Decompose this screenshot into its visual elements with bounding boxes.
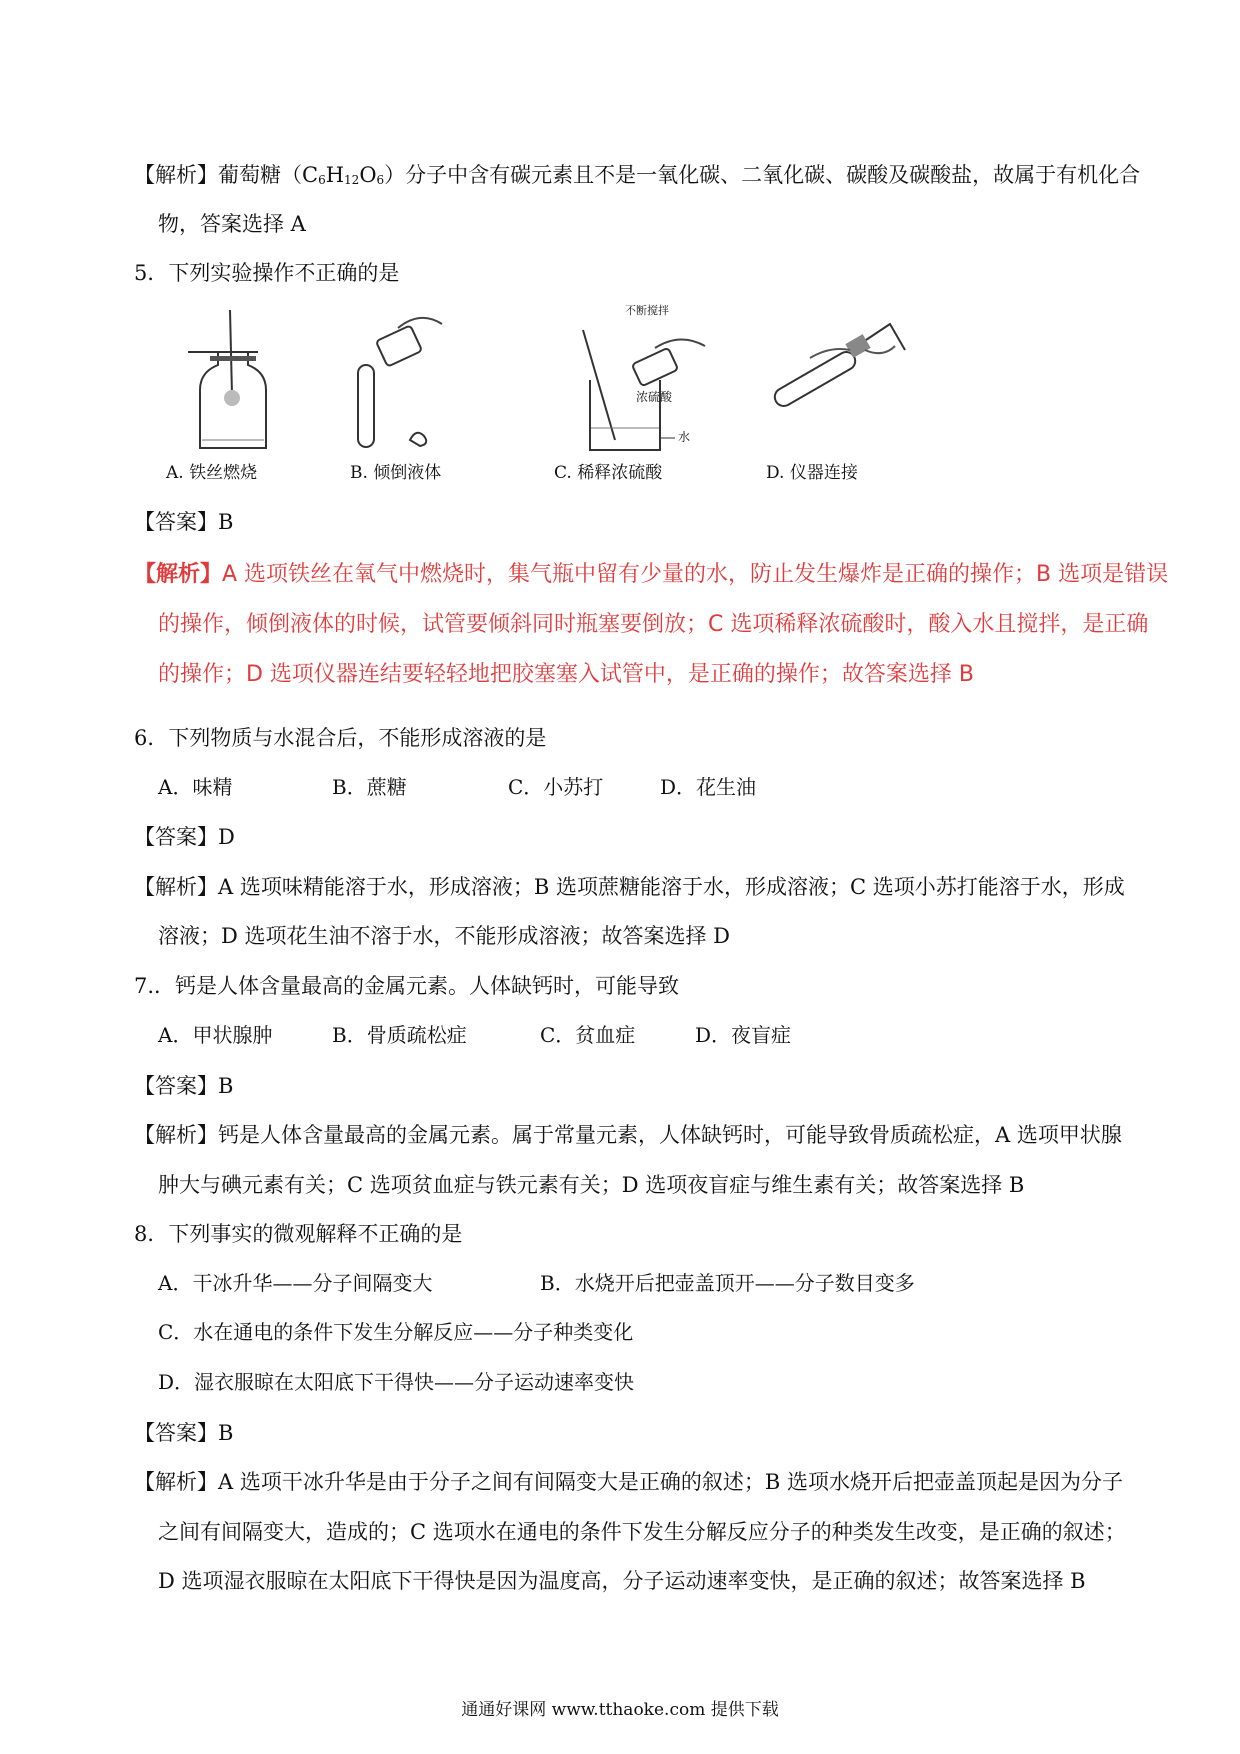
q6-option-c: C．小苏打	[508, 775, 604, 799]
figure-b-pouring-liquid	[350, 310, 470, 450]
q6-option-a: A．味精	[158, 775, 233, 799]
q7-analysis-line2: 肿大与碘元素有关；C 选项贫血症与铁元素有关；D 选项夜盲症与维生素有关；故答案选择 B	[158, 1173, 1025, 1197]
page-footer: 通通好课网 www.tthaoke.com 提供下载	[461, 1700, 779, 1720]
figure-c-stir-label: 不断搅拌	[625, 304, 669, 317]
q6-question: 6．下列物质与水混合后，不能形成溶液的是	[134, 726, 547, 750]
q7-option-d: D．夜盲症	[695, 1023, 792, 1047]
q8-question: 8．下列事实的微观解释不正确的是	[134, 1222, 463, 1246]
q8-answer: 【答案】B	[134, 1421, 234, 1445]
q8-analysis-line2: 之间有间隔变大，造成的；C 选项水在通电的条件下发生分解反应分子的种类发生改变，是正确的叙述；	[158, 1520, 1126, 1544]
q7-option-a: A．甲状腺肿	[158, 1023, 273, 1047]
q5-answer: 【答案】B	[134, 510, 234, 534]
q6-answer: 【答案】D	[134, 825, 235, 849]
q6-analysis-line2: 溶液；D 选项花生油不溶于水，不能形成溶液；故答案选择 D	[158, 924, 731, 948]
q6-option-d: D．花生油	[660, 775, 757, 799]
q7-answer: 【答案】B	[134, 1074, 234, 1098]
q8-option-a: A．干冰升华——分子间隔变大	[158, 1271, 433, 1295]
q8-option-b: B．水烧开后把壶盖顶开——分子数目变多	[540, 1271, 915, 1295]
figure-c-acid-label: 浓硫酸	[636, 390, 673, 404]
q7-option-c: C．贫血症	[540, 1023, 636, 1047]
q5-question: 5．下列实验操作不正确的是	[134, 261, 400, 285]
q8-option-d: D．湿衣服晾在太阳底下干得快——分子运动速率变快	[158, 1370, 635, 1394]
q7-question: 7.．钙是人体含量最高的金属元素。人体缺钙时，可能导致	[134, 974, 680, 998]
figure-caption-d: D. 仪器连接	[766, 463, 858, 483]
figure-c-diluting-acid	[575, 310, 750, 460]
figure-caption-a: A. 铁丝燃烧	[166, 463, 258, 483]
q6-analysis-line1: 【解析】A 选项味精能溶于水，形成溶液；B 选项蔗糖能溶于水，形成溶液；C 选项小苏打能溶于水，形成	[134, 875, 1125, 899]
q7-option-b: B．骨质疏松症	[332, 1023, 467, 1047]
q8-option-c: C．水在通电的条件下发生分解反应——分子种类变化	[158, 1320, 634, 1344]
q8-analysis-line1: 【解析】A 选项干冰升华是由于分子之间有间隔变大是正确的叙述；B 选项水烧开后把壶盖顶起是因为分子	[134, 1470, 1123, 1494]
figure-d-instrument-connection	[770, 310, 920, 430]
q7-analysis-line1: 【解析】钙是人体含量最高的金属元素。属于常量元素，人体缺钙时，可能导致骨质疏松症，A 选项甲状腺	[134, 1123, 1122, 1147]
q8-analysis-line3: D 选项湿衣服晾在太阳底下干得快是因为温度高，分子运动速率变快，是正确的叙述；故答案选择 B	[158, 1569, 1086, 1593]
figure-c-water-label: 水	[678, 430, 691, 444]
figure-a-iron-burning	[188, 310, 308, 450]
q5-analysis-line2: 的操作，倾倒液体的时候，试管要倾斜同时瓶塞要倒放；C 选项稀释浓硫酸时，酸入水且搅拌，是正确	[158, 612, 1149, 637]
q4-analysis-line2: 物，答案选择 A	[158, 212, 306, 236]
q6-option-b: B．蔗糖	[332, 775, 407, 799]
figure-caption-c: C. 稀释浓硫酸	[554, 463, 663, 483]
figure-caption-b: B. 倾倒液体	[350, 463, 442, 483]
q5-analysis-line3: 的操作；D 选项仪器连结要轻轻地把胶塞塞入试管中，是正确的操作；故答案选择 B	[158, 662, 975, 687]
q5-analysis-line1: 【解析】A 选项铁丝在氧气中燃烧时，集气瓶中留有少量的水，防止发生爆炸是正确的操作；B 选项是错误	[134, 562, 1169, 587]
q4-analysis-line1: 【解析】葡萄糖$(C_6H_{12}O_6)$分子中含有碳元素且不是一氧化碳、二氧化碳、碳酸及碳酸盐，故属于有机化合	[134, 163, 1141, 187]
